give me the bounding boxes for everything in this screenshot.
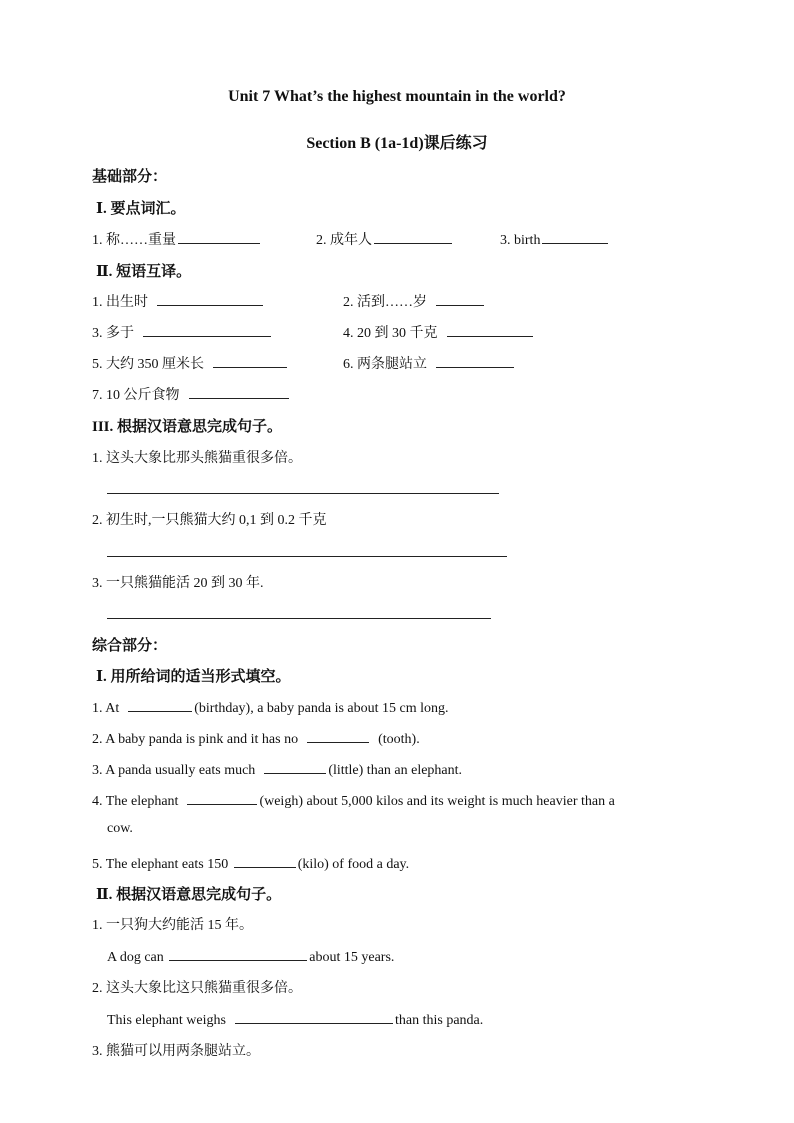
complete-sentence-heading: Ⅱ. 根据汉语意思完成句子。 <box>96 887 282 903</box>
phrase-item-2-label: 2. 活到……岁 <box>343 295 427 310</box>
sentence-item-2-text-a: This elephant weighs <box>107 1013 226 1028</box>
phrase-item-5 <box>92 353 289 373</box>
fill-item-3 <box>92 759 462 779</box>
phrase-item-4-label: 4. 20 到 30 千克 <box>343 326 438 341</box>
phrase-heading: Ⅱ. 短语互译。 <box>96 264 192 280</box>
fill-item-2 <box>92 728 420 748</box>
answer-blank[interactable] <box>178 229 260 244</box>
answer-blank[interactable] <box>157 291 263 306</box>
answer-blank[interactable] <box>235 1009 393 1024</box>
phrase-item-6-label: 6. 两条腿站立 <box>343 357 427 372</box>
answer-line[interactable] <box>107 556 507 557</box>
vocab-heading: Ⅰ. 要点词汇。 <box>96 201 186 217</box>
phrase-item-2 <box>343 291 486 311</box>
sentence-item-1-en <box>107 946 394 966</box>
answer-blank[interactable] <box>187 790 257 805</box>
answer-blank[interactable] <box>234 853 296 868</box>
worksheet-subtitle: Section B (1a-1d)课后练习 <box>306 135 488 152</box>
fill-item-5 <box>92 853 409 873</box>
vocab-item-3 <box>500 229 610 249</box>
vocab-item-2 <box>316 229 454 249</box>
answer-blank[interactable] <box>213 353 287 368</box>
fill-item-4-cont: cow. <box>107 821 133 836</box>
sentence-item-2-en <box>107 1009 483 1029</box>
translate-item-3: 3. 一只熊猫能活 20 到 30 年. <box>92 576 264 591</box>
fill-item-4 <box>92 790 704 810</box>
answer-blank[interactable] <box>374 229 452 244</box>
worksheet-title: Unit 7 What’s the highest mountain in the world? <box>228 88 566 105</box>
sentence-item-1-zh: 1. 一只狗大约能活 15 年。 <box>92 918 253 933</box>
fill-blank-heading: Ⅰ. 用所给词的适当形式填空。 <box>96 669 291 685</box>
phrase-item-5-label: 5. 大约 350 厘米长 <box>92 357 204 372</box>
vocab-item-3-label: 3. birth <box>500 233 541 248</box>
sentence-item-3-zh: 3. 熊猫可以用两条腿站立。 <box>92 1044 260 1059</box>
sentence-item-2-zh: 2. 这头大象比这只熊猫重很多倍。 <box>92 981 302 996</box>
translate-item-2: 2. 初生时,一只熊猫大约 0,1 到 0.2 千克 <box>92 513 327 528</box>
fill-item-2-text-a: 2. A baby panda is pink and it has no <box>92 732 299 747</box>
phrase-item-1 <box>92 291 265 311</box>
sentence-item-1-text-b: about 15 years. <box>309 950 395 965</box>
translate-heading: III. 根据汉语意思完成句子。 <box>92 419 283 435</box>
answer-blank[interactable] <box>542 229 608 244</box>
phrase-item-3 <box>92 322 273 342</box>
vocab-item-1 <box>92 229 262 249</box>
sentence-item-2-text-b: than this panda. <box>394 1013 484 1028</box>
basic-section-heading: 基础部分： <box>92 169 168 185</box>
fill-item-3-text-b: (little) than an elephant. <box>328 763 463 778</box>
fill-item-1 <box>92 697 449 717</box>
phrase-item-4 <box>343 322 535 342</box>
fill-item-5-text-b: (kilo) of food a day. <box>297 857 410 872</box>
answer-blank[interactable] <box>189 384 289 399</box>
answer-blank[interactable] <box>143 322 271 337</box>
answer-line[interactable] <box>107 618 491 619</box>
fill-item-1-text-a: 1. At <box>92 701 120 716</box>
answer-blank[interactable] <box>436 291 484 306</box>
answer-blank[interactable] <box>169 946 307 961</box>
sentence-item-1-text-a: A dog can <box>107 950 164 965</box>
vocab-item-1-label: 1. 称……重量 <box>92 233 176 248</box>
answer-line[interactable] <box>107 493 499 494</box>
phrase-item-6 <box>343 353 516 373</box>
vocab-item-2-label: 2. 成年人 <box>316 233 372 248</box>
comprehensive-section-heading: 综合部分： <box>92 638 168 654</box>
answer-blank[interactable] <box>447 322 533 337</box>
phrase-item-7-label: 7. 10 公斤食物 <box>92 388 180 403</box>
fill-item-4-text-a: 4. The elephant <box>92 794 179 809</box>
fill-item-4-text-b: (weigh) about 5,000 kilos and its weight is much heavier than a <box>259 794 615 809</box>
answer-blank[interactable] <box>307 728 369 743</box>
fill-item-2-text-b: (tooth). <box>378 732 420 747</box>
fill-item-1-text-b: (birthday), a baby panda is about 15 cm long. <box>194 701 449 716</box>
translate-item-1: 1. 这头大象比那头熊猫重很多倍。 <box>92 451 302 466</box>
fill-item-5-text-a: 5. The elephant eats 150 <box>92 857 229 872</box>
answer-blank[interactable] <box>436 353 514 368</box>
answer-blank[interactable] <box>128 697 192 712</box>
phrase-item-3-label: 3. 多于 <box>92 326 134 341</box>
answer-blank[interactable] <box>264 759 326 774</box>
fill-item-3-text-a: 3. A panda usually eats much <box>92 763 256 778</box>
phrase-item-1-label: 1. 出生时 <box>92 295 148 310</box>
phrase-item-7 <box>92 384 291 404</box>
